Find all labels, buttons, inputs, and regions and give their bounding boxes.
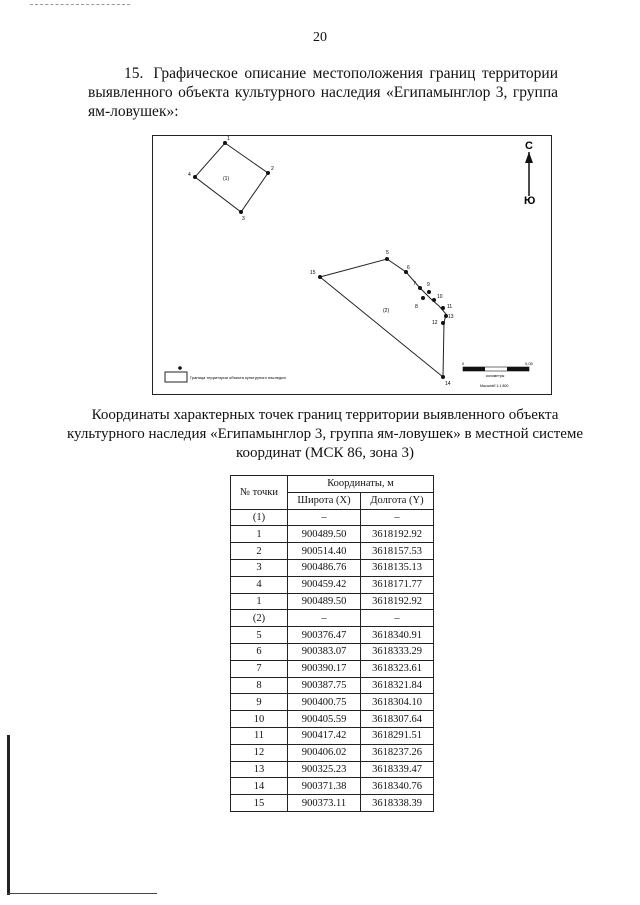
longitude-cell: 3618135.13 <box>361 559 434 576</box>
point-12-label: 12 <box>432 320 438 326</box>
point-number-cell: 8 <box>231 677 288 694</box>
scan-artifact-bottom-line <box>7 893 157 894</box>
point-6-label: 6 <box>407 265 410 271</box>
table-row <box>231 610 434 627</box>
latitude-cell: – <box>288 509 361 526</box>
table-row <box>231 627 434 644</box>
south-label: Ю <box>524 195 536 207</box>
table-row <box>231 660 434 677</box>
point-11-label: 11 <box>447 304 453 310</box>
table-row <box>231 559 434 576</box>
latitude-cell: 900325.23 <box>288 761 361 778</box>
point-3-marker <box>239 210 243 214</box>
point-3-label: 3 <box>242 216 245 222</box>
longitude-cell: 3618192.92 <box>361 593 434 610</box>
point-number-cell: 2 <box>231 543 288 560</box>
longitude-cell: 3618323.61 <box>361 660 434 677</box>
point-number-cell: 13 <box>231 761 288 778</box>
table-row <box>231 593 434 610</box>
north-arrow-icon <box>524 140 535 207</box>
table-row <box>231 778 434 795</box>
table-row <box>231 526 434 543</box>
longitude-cell: 3618340.91 <box>361 627 434 644</box>
point-8-marker <box>421 296 425 300</box>
latitude-cell: 900405.59 <box>288 711 361 728</box>
table-row <box>231 795 434 812</box>
point-4-marker <box>193 175 197 179</box>
latitude-cell: 900489.50 <box>288 593 361 610</box>
point-number-cell: 1 <box>231 593 288 610</box>
table-row <box>231 711 434 728</box>
point-9-marker <box>427 290 431 294</box>
point-number-cell: (2) <box>231 610 288 627</box>
area-1-label: (1) <box>223 176 230 182</box>
latitude-cell: 900373.11 <box>288 795 361 812</box>
latitude-cell: 900514.40 <box>288 543 361 560</box>
longitude-cell: 3618339.47 <box>361 761 434 778</box>
point-13-label: 13 <box>448 314 454 320</box>
latitude-cell: 900486.76 <box>288 559 361 576</box>
header-longitude: Долгота (Y) <box>361 492 434 509</box>
table-row <box>231 543 434 560</box>
page-number: 20 <box>313 30 327 45</box>
point-14-marker <box>441 375 445 379</box>
scale-unit-label: километры <box>486 374 505 378</box>
longitude-cell: – <box>361 509 434 526</box>
latitude-cell: 900376.47 <box>288 627 361 644</box>
north-label: С <box>525 140 533 152</box>
longitude-cell: 3618291.51 <box>361 727 434 744</box>
point-number-cell: 5 <box>231 627 288 644</box>
scale-bar <box>462 361 534 388</box>
table-row <box>231 761 434 778</box>
coordinates-table-body <box>231 509 434 811</box>
point-number-cell: 9 <box>231 694 288 711</box>
boundary-map <box>152 135 552 395</box>
table-row <box>231 677 434 694</box>
header-latitude: Широта (X) <box>288 492 361 509</box>
legend-text: Граница территории объекта культурного наследия <box>190 375 286 380</box>
latitude-cell: 900406.02 <box>288 744 361 761</box>
point-5-marker <box>385 257 389 261</box>
point-number-cell: 3 <box>231 559 288 576</box>
longitude-cell: 3618171.77 <box>361 576 434 593</box>
latitude-cell: 900383.07 <box>288 643 361 660</box>
point-7-label: 7 <box>413 281 416 287</box>
scale-end-label: 0,05 <box>525 361 533 366</box>
longitude-cell: 3618237.26 <box>361 744 434 761</box>
point-9-label: 9 <box>427 282 430 288</box>
longitude-cell: 3618192.92 <box>361 526 434 543</box>
point-number-cell: (1) <box>231 509 288 526</box>
area-2-boundary <box>320 259 446 377</box>
latitude-cell: 900387.75 <box>288 677 361 694</box>
point-10-marker <box>432 298 436 302</box>
point-number-cell: 12 <box>231 744 288 761</box>
point-7-marker <box>418 286 422 290</box>
table-caption: Координаты характерных точек границ территории выявленного объекта культурного наследия «Египамынглор 3, группа ям-ловушек» в местной системе координат (МСК 86, зона 3) <box>66 407 584 461</box>
point-number-cell: 7 <box>231 660 288 677</box>
legend-swatch <box>165 372 187 382</box>
scale-start-label: 0 <box>462 361 465 366</box>
latitude-cell: 900417.42 <box>288 727 361 744</box>
point-1-label: 1 <box>227 136 230 142</box>
latitude-cell: 900400.75 <box>288 694 361 711</box>
point-10-label: 10 <box>437 294 443 300</box>
latitude-cell: 900459.42 <box>288 576 361 593</box>
point-14-label: 14 <box>445 381 451 387</box>
scan-artifact-left-bar <box>7 735 10 895</box>
point-number-cell: 14 <box>231 778 288 795</box>
longitude-cell: 3618321.84 <box>361 677 434 694</box>
scan-artifact-top <box>30 4 130 6</box>
area-2-label: (2) <box>383 308 390 314</box>
latitude-cell: 900489.50 <box>288 526 361 543</box>
longitude-cell: 3618157.53 <box>361 543 434 560</box>
table-row <box>231 727 434 744</box>
latitude-cell: 900390.17 <box>288 660 361 677</box>
point-number-cell: 4 <box>231 576 288 593</box>
table-row <box>231 509 434 526</box>
point-number-cell: 1 <box>231 526 288 543</box>
longitude-cell: – <box>361 610 434 627</box>
intro-paragraph <box>88 64 558 121</box>
latitude-cell: 900371.38 <box>288 778 361 795</box>
table-row <box>231 744 434 761</box>
header-point-number: № точки <box>231 476 288 510</box>
point-5-label: 5 <box>386 250 389 256</box>
header-coordinates: Координаты, м <box>288 476 434 493</box>
point-8-label: 8 <box>415 304 418 310</box>
point-12-marker <box>441 321 445 325</box>
table-row <box>231 576 434 593</box>
map-legend <box>165 366 286 382</box>
longitude-cell: 3618333.29 <box>361 643 434 660</box>
point-2-label: 2 <box>271 166 274 172</box>
latitude-cell: – <box>288 610 361 627</box>
point-number-cell: 15 <box>231 795 288 812</box>
point-11-marker <box>441 306 445 310</box>
longitude-cell: 3618304.10 <box>361 694 434 711</box>
scale-text: Масштаб 1:1 800 <box>480 384 509 388</box>
table-row <box>231 643 434 660</box>
point-number-cell: 6 <box>231 643 288 660</box>
area-1-boundary <box>195 143 268 212</box>
point-4-label: 4 <box>188 172 191 178</box>
map-canvas <box>153 136 550 393</box>
point-15-marker <box>318 275 322 279</box>
longitude-cell: 3618340.76 <box>361 778 434 795</box>
point-2-marker <box>266 171 270 175</box>
longitude-cell: 3618307.64 <box>361 711 434 728</box>
longitude-cell: 3618338.39 <box>361 795 434 812</box>
item-number: 15. <box>124 65 144 82</box>
coordinates-table <box>230 475 434 812</box>
intro-text: Графическое описание местоположения границ территории выявленного объекта культурного наследия «Египамынглор 3, группа ям-ловушек»: <box>88 65 558 120</box>
point-number-cell: 11 <box>231 727 288 744</box>
point-number-cell: 10 <box>231 711 288 728</box>
point-15-label: 15 <box>310 270 316 276</box>
table-row <box>231 694 434 711</box>
